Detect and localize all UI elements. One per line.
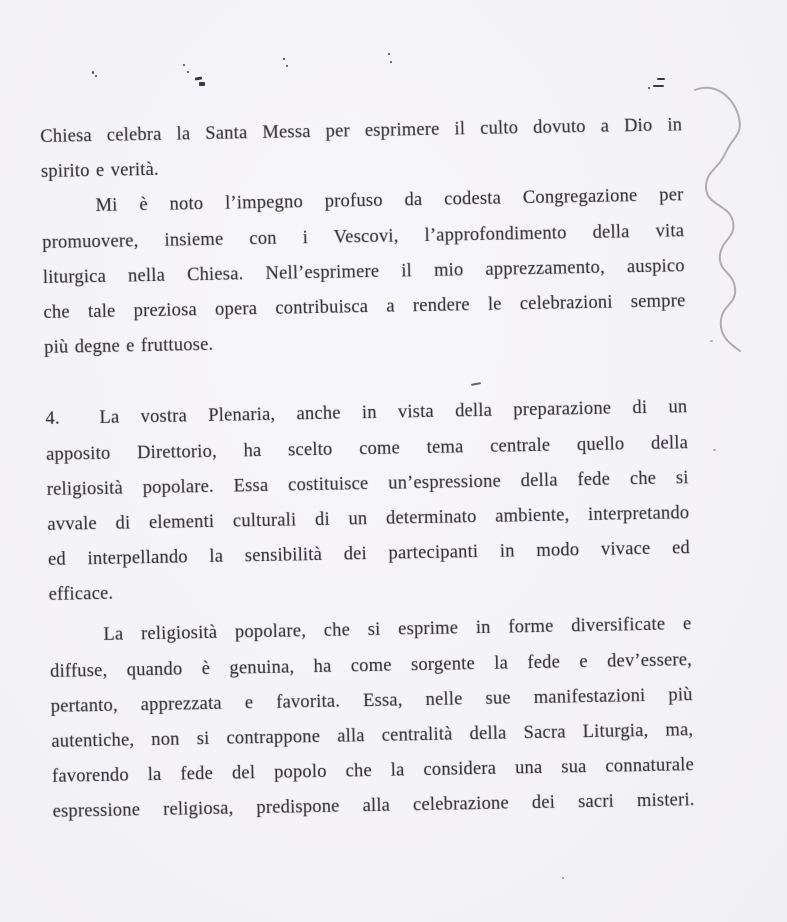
text-line: spirito e verità. [40,160,160,183]
paragraph-3 [45,391,691,614]
text-line: La religiosità popolare, che si esprime in forme diversificate e [103,614,692,646]
scan-speck [183,64,185,66]
document-text [40,108,695,830]
text-line: diffuse, quando è genuina, ha come sorgente la fede e dev’essere, [49,649,693,682]
scan-speck [92,71,94,74]
text-line: efficace. [48,583,114,606]
scan-speck [199,82,205,86]
paragraph-number: 4. [45,409,60,430]
text-line: pertanto, apprezzata e favorita. Essa, nelle sue manifestazioni più [50,684,693,717]
scan-speck [388,53,390,55]
scan-speck [283,58,285,60]
scan-speck [390,61,392,63]
scan-speck [653,85,664,87]
text-line: che tale preziosa opera contribuisca a rendere le celebrazioni sempre [43,291,686,323]
pencil-squiggle-annotation [686,76,750,362]
text-line: liturgica nella Chiesa. Nell’esprimere il mio apprezzamento, auspico [42,255,685,288]
text-line: espressione religiosa, predispone alla celebrazione dei sacri misteri. [52,790,695,823]
scan-speck [95,75,97,77]
text-line: La vostra Plenaria, anche in vista della preparazione di un [99,397,688,429]
text-line: promuovere, insieme con i Vescovi, l’approfondimento della vita [42,220,685,253]
scan-speck [187,71,189,73]
scan-speck [648,87,650,89]
text-line: avvale di elementi culturali di un determinato ambiente, interpretando [47,503,690,535]
text-line: Chiesa celebra la Santa Messa per esprimere il culto dovuto a Dio in [40,115,683,147]
scan-speck [710,340,713,342]
paragraph-1 [40,108,683,190]
text-line: apposito Direttorio, ha scelto come tema centrale quello della [45,432,689,465]
text-line: più degne e fruttuose. [43,334,214,359]
paragraph-2 [41,179,686,367]
scan-speck [562,877,564,879]
scan-speck [286,65,288,67]
text-line: ed interpellando la sensibilità dei partecipanti in modo vivace ed [47,538,691,570]
text-line: Mi è noto l’impegno profuso da codesta Congregazione per [95,185,684,217]
text-line: religiosità popolare. Essa costituisce un’espressione della fede che si [46,467,689,500]
text-line: autentiche, non si contrappone alla centralità della Sacra Liturgia, ma, [51,720,694,752]
paragraph-4 [49,608,695,831]
scan-speck [195,76,202,80]
scan-speck [657,78,665,80]
text-line: favorendo la fede del popolo che la considera una sua connaturale [51,755,695,788]
scan-speck [713,449,716,451]
